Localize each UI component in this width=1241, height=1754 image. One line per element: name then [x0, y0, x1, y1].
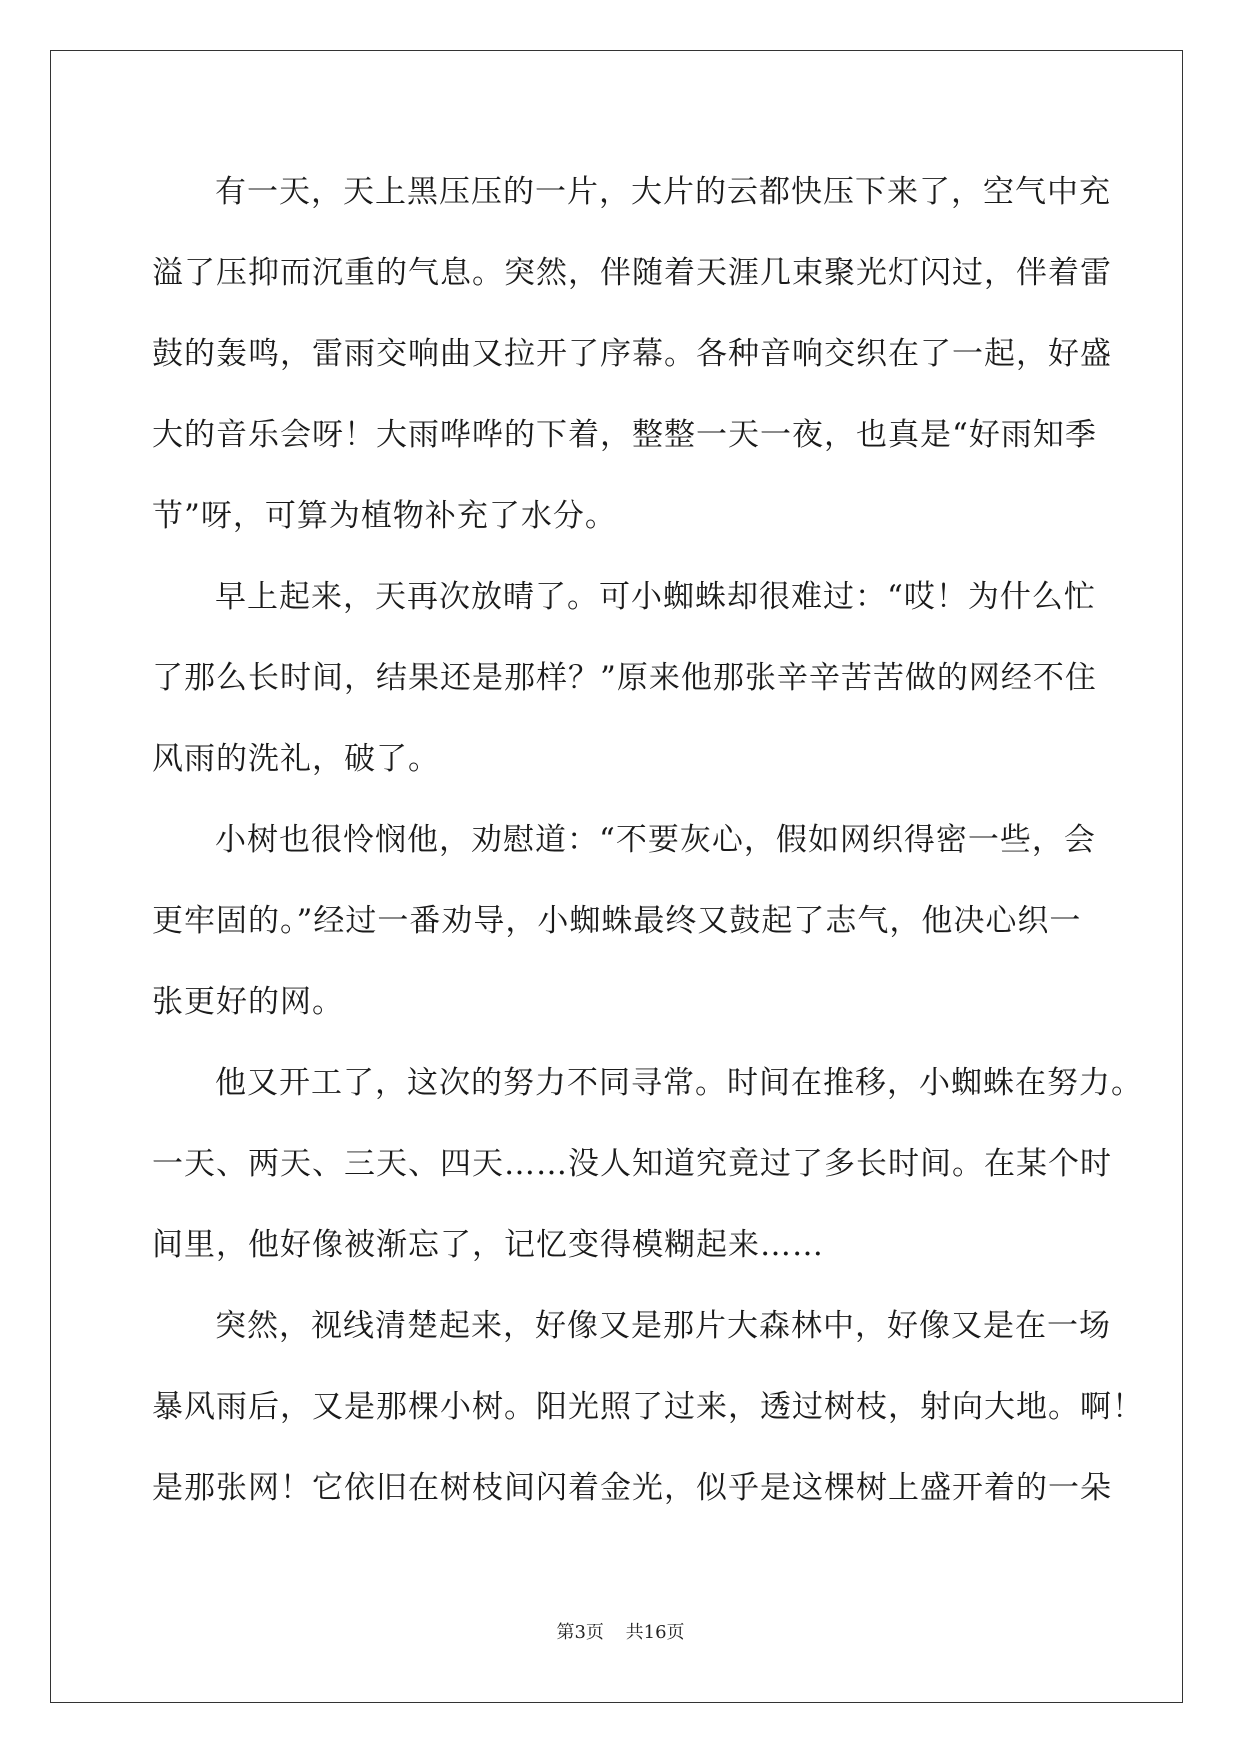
text-line: 更牢固的。”经过一番劝导，小蜘蛛最终又鼓起了志气，他决心织一	[152, 903, 1082, 939]
text-line: 大的音乐会呀！大雨哗哗的下着，整整一天一夜，也真是“好雨知季	[152, 417, 1097, 453]
text-line: 突然，视线清楚起来，好像又是那片大森林中，好像又是在一场	[215, 1308, 1111, 1344]
page-number: 第3页	[556, 1622, 604, 1643]
text-line: 有一天，天上黑压压的一片，大片的云都快压下来了，空气中充	[215, 174, 1111, 210]
text-line: 了那么长时间，结果还是那样？”原来他那张辛辛苦苦做的网经不住	[152, 660, 1097, 696]
text-line: 风雨的洗礼，破了。	[152, 741, 440, 777]
text-line: 小树也很怜悯他，劝慰道：“不要灰心，假如网织得密一些，会	[215, 822, 1096, 858]
document-body	[152, 157, 1144, 1534]
text-line: 暴风雨后，又是那棵小树。阳光照了过来，透过树枝，射向大地。啊！	[152, 1389, 1144, 1425]
text-line: 溢了压抑而沉重的气息。突然，伴随着天涯几束聚光灯闪过，伴着雷	[152, 255, 1112, 291]
text-line: 张更好的网。	[152, 984, 344, 1020]
text-line: 节”呀，可算为植物补充了水分。	[152, 498, 617, 534]
text-line: 他又开工了，这次的努力不同寻常。时间在推移，小蜘蛛在努力。	[215, 1065, 1143, 1101]
page-footer	[0, 1618, 1241, 1644]
text-line: 是那张网！它依旧在树枝间闪着金光，似乎是这棵树上盛开着的一朵	[152, 1470, 1112, 1506]
text-line: 间里，他好像被渐忘了，记忆变得模糊起来……	[152, 1227, 824, 1263]
text-line: 早上起来，天再次放晴了。可小蜘蛛却很难过：“哎！为什么忙	[215, 579, 1096, 615]
page-total: 共16页	[625, 1622, 685, 1643]
text-line: 一天、两天、三天、四天……没人知道究竟过了多长时间。在某个时	[152, 1146, 1112, 1182]
text-line: 鼓的轰鸣，雷雨交响曲又拉开了序幕。各种音响交织在了一起，好盛	[152, 336, 1112, 372]
